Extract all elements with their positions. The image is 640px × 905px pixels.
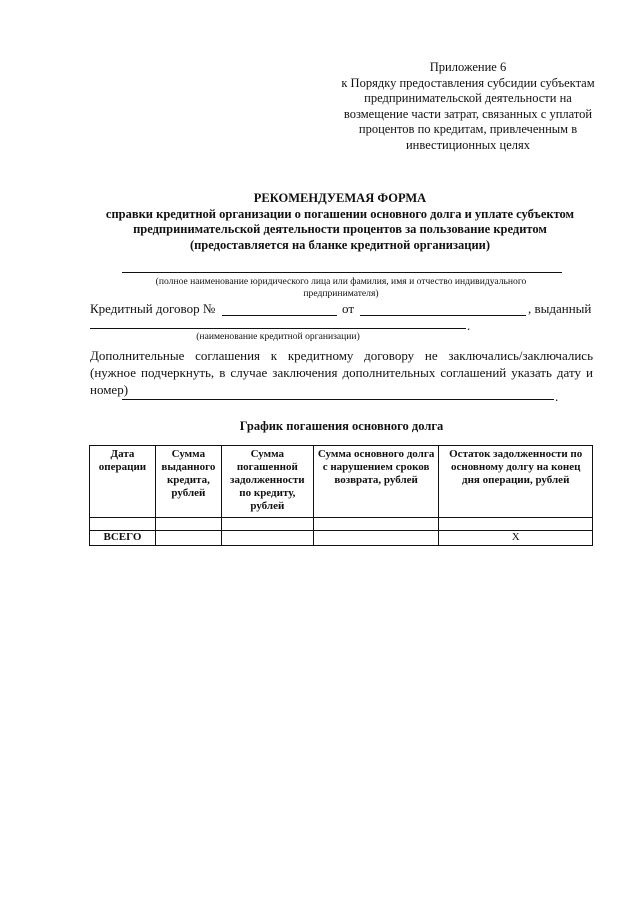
bank-name-field[interactable] [90, 328, 466, 329]
appendix-line: к Порядку предоставления субсидии субъектам [341, 75, 595, 90]
appendix-header [320, 60, 616, 154]
table-cell[interactable] [313, 518, 439, 531]
form-subtitle-line: справки кредитной организации о погашении основного долга и уплате субъектом [105, 206, 575, 221]
table-cell[interactable] [221, 518, 313, 531]
total-label: ВСЕГО [90, 531, 156, 546]
form-subtitle-line: (предоставляется на бланке кредитной организации) [189, 237, 491, 252]
form-title [60, 191, 620, 253]
total-row [90, 531, 593, 546]
appendix-line: процентов по кредитам, привлеченным в [358, 122, 578, 137]
table-row [90, 518, 593, 531]
table-header-row [90, 446, 593, 518]
entity-caption-line: (полное наименование юридического лица или фамилия, имя и отчество индивидуального [155, 276, 527, 287]
table-cell[interactable] [155, 518, 221, 531]
credit-date-field[interactable] [360, 315, 526, 316]
agreements-line: (нужное подчеркнуть, в случае заключения дополнительных соглашений указать дату и [90, 365, 593, 380]
agreements-line-end: . [555, 389, 559, 404]
total-cell: Х [439, 531, 593, 546]
schedule-title: График погашения основного долга [239, 419, 444, 433]
column-header-issued: Сумма выданного кредита, рублей [155, 446, 221, 518]
form-heading: РЕКОМЕНДУЕМАЯ ФОРМА [253, 191, 427, 205]
total-cell[interactable] [313, 531, 439, 546]
appendix-line: предпринимательской деятельности на [364, 91, 572, 106]
credit-agreement-number-field[interactable] [222, 315, 337, 316]
table-cell[interactable] [90, 518, 156, 531]
bank-line-end: . [467, 318, 471, 333]
total-cell[interactable] [221, 531, 313, 546]
bank-name-caption: (наименование кредитной организации) [196, 331, 360, 342]
credit-issued-label: , выданный [528, 301, 592, 316]
credit-date-label: от [342, 301, 355, 316]
agreements-line: номер) [90, 382, 129, 397]
entity-name-field[interactable] [122, 272, 562, 273]
agreements-details-field[interactable] [122, 399, 554, 400]
column-header-repaid: Сумма погашенной задолженности по кредиту, рублей [221, 446, 313, 518]
column-header-date: Дата операции [90, 446, 156, 518]
agreements-line: Дополнительные соглашения к кредитному договору не заключались/заключались [90, 348, 593, 363]
total-cell[interactable] [155, 531, 221, 546]
appendix-line: Приложение 6 [429, 60, 507, 74]
entity-caption-line: предпринимателя) [303, 288, 379, 299]
repayment-schedule-table [89, 445, 593, 546]
appendix-line: возмещение части затрат, связанных с уплатой [343, 106, 593, 121]
table-cell[interactable] [439, 518, 593, 531]
appendix-line: инвестиционных целях [405, 137, 531, 152]
column-header-balance: Остаток задолженности по основному долгу на конец дня операции, рублей [439, 446, 593, 518]
credit-agreement-label: Кредитный договор № [90, 301, 216, 316]
additional-agreements-text [90, 347, 593, 398]
column-header-overdue: Сумма основного долга с нарушением сроков возврата, рублей [313, 446, 439, 518]
entity-name-caption [110, 276, 572, 300]
form-subtitle-line: предпринимательской деятельности процентов за пользование кредитом [133, 222, 547, 237]
